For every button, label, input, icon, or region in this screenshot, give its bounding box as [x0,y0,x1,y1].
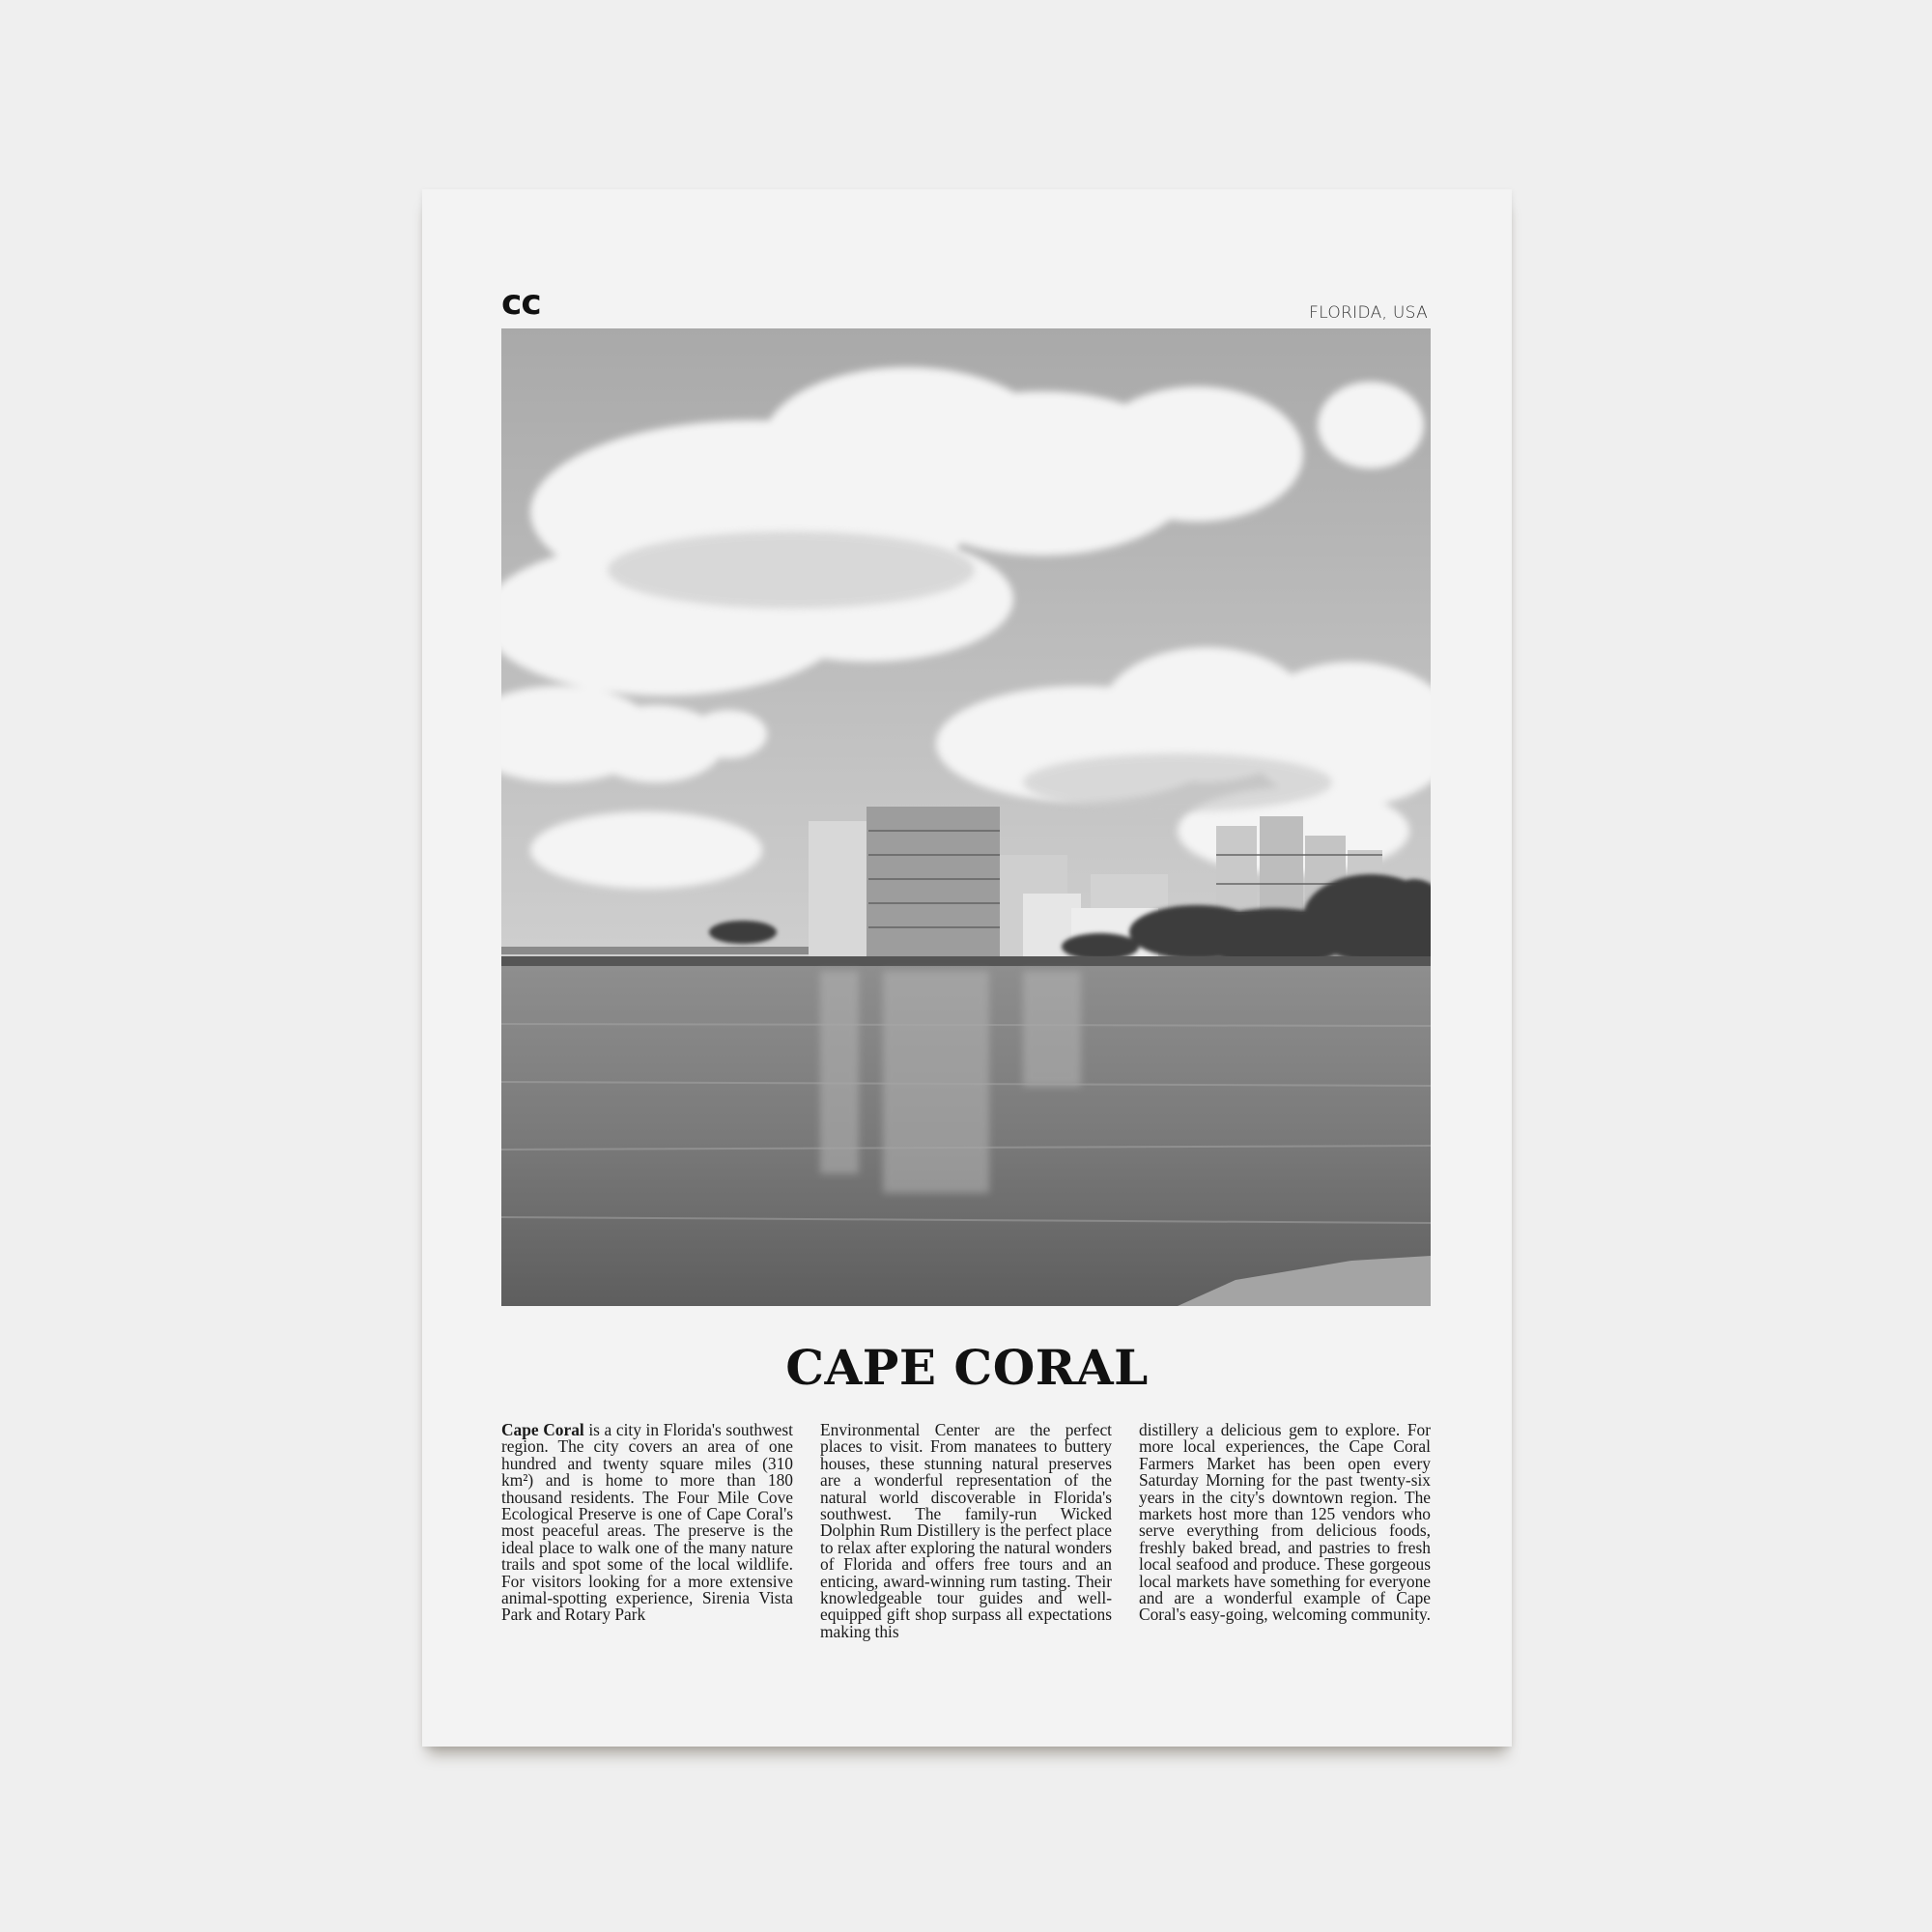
column-1-text: is a city in Florida's southwest region. The city covers an area of one hundred and twenty square miles (310 km²) and is home to more than 180 thousand residents. The Four Mile Cove Ecological Preserve is one of Cape Coral's most peaceful areas. The preserve is the ideal place to walk one of the many nature trails and spot some of the local wildlife. For visitors looking for a more extensive animal-spotting experience, Sirenia Vista Park and Rotary Park [501,1420,793,1625]
poster [422,189,1512,1747]
skyline-illustration [501,328,1431,1306]
city-title: CAPE CORAL [785,1339,1149,1396]
description-column-2 [820,1422,1112,1640]
description-column-1 [501,1422,793,1640]
location-label: FLORIDA, USA [1309,303,1428,323]
city-name-lead: Cape Coral [501,1420,584,1439]
column-3-text: distillery a delicious gem to explore. For more local experiences, the Cape Coral Farmers Market has been open every Saturday Morning for the past twenty-six years in the city's downtown region. The markets host more than 125 vendors who serve everything from delicious foods, freshly baked bread, and pastries to fresh local seafood and produce. These gorgeous local markets have something for everyone and are a wonderful example of Cape Coral's easy-going, welcoming community. [1139,1420,1431,1625]
column-2-text: Environmental Center are the perfect places to visit. From manatees to buttery houses, these stunning natural preserves are a wonderful representation of the natural world discoverable in Florida's southwest. The family-run Wicked Dolphin Rum Distillery is the perfect place to relax after exploring the natural wonders of Florida and offers free tours and an enticing, award-winning rum tasting. Their knowledgeable tour guides and well-equipped gift shop surpass all expectations making this [820,1420,1112,1641]
city-abbreviation: cc [501,283,541,323]
city-photo [501,328,1431,1306]
description-columns [501,1422,1431,1640]
description-column-3 [1139,1422,1431,1640]
shoreline [501,956,1431,966]
